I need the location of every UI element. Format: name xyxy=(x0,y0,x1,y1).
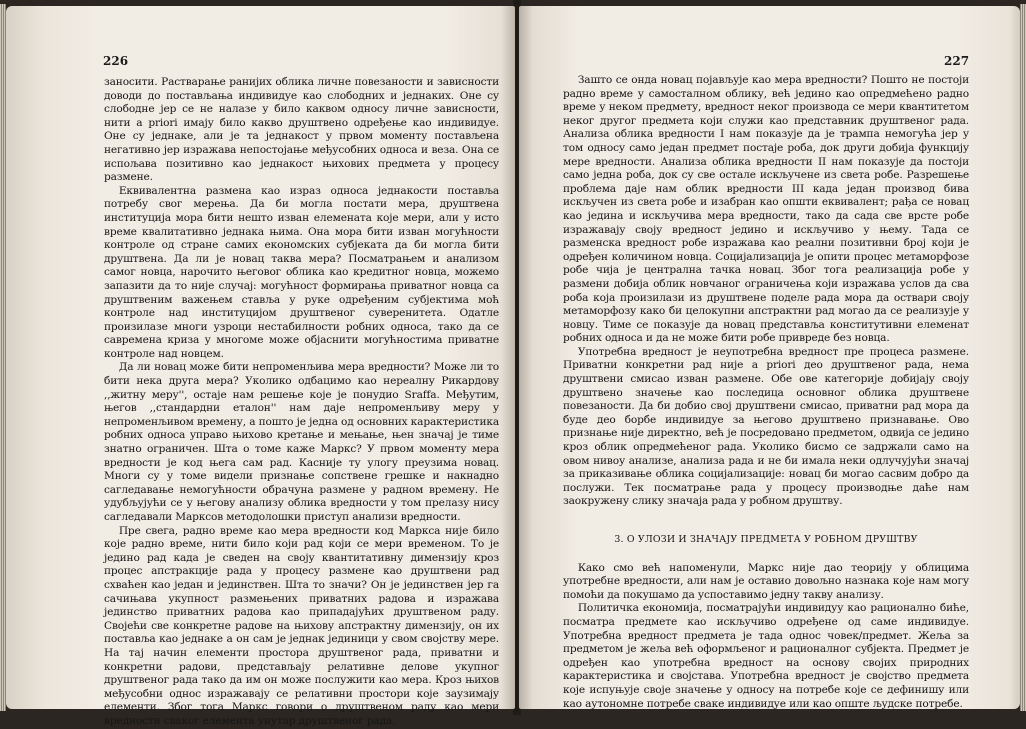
paragraph: заносити. Растварање ранијих облика личне повезаности и зависности доводи до постављања индивидуе као слободних и једнаких. Оне су слободне јер се не налазе у било каквом односу личне зависности, нити а priori имају било какво друштвено одређење као индивидуе. Оне су једнаке, али је та једнакост у првом моменту постављена негативно јер изражава непостојање међусобних односа и веза. Она се испољава позитивно као једнакост њихових предмета у процесу размене. xyxy=(104,76,499,184)
paragraph: Да ли новац може бити непроменљива мера вредности? Може ли то бити нека друга мера? Уколико одбацимо као нереалну Рикардову ,,житну меру'', остаје нам решење које је понудио Sraffa. Међутим, његов ,,стандардни еталон'' нам даје непроменљиву меру у непроменљивом времену, а пошто је једна од основних карактеристика робних односа управо њихово кретање и мењање, њен значај је тиме знатно ограничен. Шта о томе каже Маркс? У првом моменту мера вредности је код њега сам рад. Касније ту улогу преузима новац. Многи су у томе видели признање сопствене грешке и накнадно сагледавање немогућности обрачуна размене у радном времену. Не удубљујући се у његову анализу облика вредности у том прелазу нису сагледавали Марксов методолошки приступ анализи вредности. xyxy=(104,361,499,523)
section-heading: 3. О УЛОЗИ И ЗНАЧАЈУ ПРЕДМЕТА У РОБНОМ ДРУШТВУ xyxy=(614,534,918,545)
paragraph: Како смо већ напоменули, Маркс није дао теорију у облицима употребне вредности, али нам је оставио довољно назнака које нам могу помоћи да покушамо да успоставимо једну такву анализу. xyxy=(563,561,969,601)
right-page-edges xyxy=(1020,4,1026,711)
page-number: 226 xyxy=(103,54,129,68)
left-page xyxy=(6,6,515,727)
page-number: 227 xyxy=(944,54,970,68)
paragraph: Употребна вредност је неупотребна вредност пре процеса размене. Приватни конкретни рад није а priori део друштвеног рада, нема друштвени смисао изван размене. Обе ове категорије добијају своју друштвено значење као последица основног облика друштвене повезаности. Да би добио свој друштвени смисао, приватни рад мора да буде део борбе индивидуе за његово друштвено признавање. Ово признање није директно, већ је посредовано предметом, одвија се једино кроз облик опредмећеног рада. Уколико бисмо се задржали само на овом нивоу анализе, анализа рада и не би имала неки одлучујући значај за приказивање облика социјализације: новац би могао сасвим добро да послужи. Тек посматрање рада у процесу производње даће нам заокружену слику значаја рада у робном друштву. xyxy=(563,345,969,508)
paragraph: Зашто се онда новац појављује као мера вредности? Пошто не постоји радно време у самосталном облику, већ једино као опредмећено радно време у неком предмету, вредност неког производа се мери квантитетом неког другог предмета који служи као представник друштвеног рада. Анализа облика вредности I нам показује да је трампа немогућа јер у том односу само један предмет постаје роба, док други добија функцију мере вредности. Анализа облика вредности II нам показује да постоји само једна роба, док су све остале искључене из света робе. Разрешење проблема даје нам облик вредности III када један производ бива искључен из света робе и изабран као општи еквивалент; рађа се новац као једина и искључива мера вредности, тако да сада све врсте робе изражавају своју вредност једино и искључиво у њему. Тада се разменска вредност робе изражава као реални позитивни број који је одређен количином новца. Социјализација је опити процес метаморфозе робе чија је централна тачка новац. Због тога реализација робе у размени добија облик новчаног ограничења који изражава услов да сва роба која произилази из друштвене поделе рада мора да оствари своју метаморфозу како би целокупни апстрактни рад могао да се реализује у новцу. Тиме се показује да новац представља конститутивни елеменат робних односа и да не може бити робе привреде без новца. xyxy=(563,74,969,345)
paragraph: Еквивалентна размена као израз односа једнакости поставља потребу свог мерења. Да би могла постати мера, друштвена институција мора бити нешто изван елемената које мери, али у исто време квалитативно једнака њима. Она мора бити изван могућности контроле од стране самих економских субјеката да би могла бити друштвена. Да ли је новац таква мера? Посматрањем и анализом самог новца, нарочито његовог облика као кредитног новца, можемо запазити да то није случај: могућност формирања приватног новца са друштвеним важењем ставља у руке одређеним субјектима моћ контроле над институцијом друштвеног суверенитета. Одатле произилазе многи узроци нестабилности робних односа, тако да се савремена криза у многоме може објаснити могућностима приватне контроле над новцем. xyxy=(104,184,499,360)
paragraph: Политичка економија, посматрајући индивидуу као рационално биће, посматра предмете као искључиво одређене од саме индивидуе. Употребна вредност предмета је тада однос човек/предмет. Жеља за предметом је жеља већ оформљеног и рационалног субјекта. Предмет је одређен као употребна вредност на основу својих природних карактеристика и својстава. Употребна вредност је својство предмета које испуњује своје значење у односу на потребе које се дефинишу или као аутономне потребе сваке индивидуе или као опште људске потребе. xyxy=(563,602,969,710)
left-page-body xyxy=(104,76,499,729)
right-page-body xyxy=(563,74,969,711)
paragraph: Пре свега, радно време као мера вредности код Маркса није било које радно време, нити било који рад који се мери временом. То је једино рад када је сведен на своју квантитативну димензију кроз процес апстракције рада у процесу размене као друштвени рад схваћен као један и јединствен. Шта то значи? Он је јединствен јер га сачињава укупност размењених приватних радова и изражава јединство приватних радова као припадајућих друштвеном раду. Својећи све конкретне радове на њихову апстрактну димензију, он их поставља као једнаке а он сам је једнак јединици у свом својству мере. На тај начин елементи простора друштвеног рада, приватни и конкретни радови, представљају релативне делове укупног друштвеног рада тако да им он може послужити као мера. Кроз њихов међусобни однос изражавају се релативни простори које заузимају елементи. Због тога Маркс говори о друштвеном раду као мери вредности сваког елемента унутар друштвеног рада. xyxy=(104,524,499,727)
right-page xyxy=(519,6,1020,709)
